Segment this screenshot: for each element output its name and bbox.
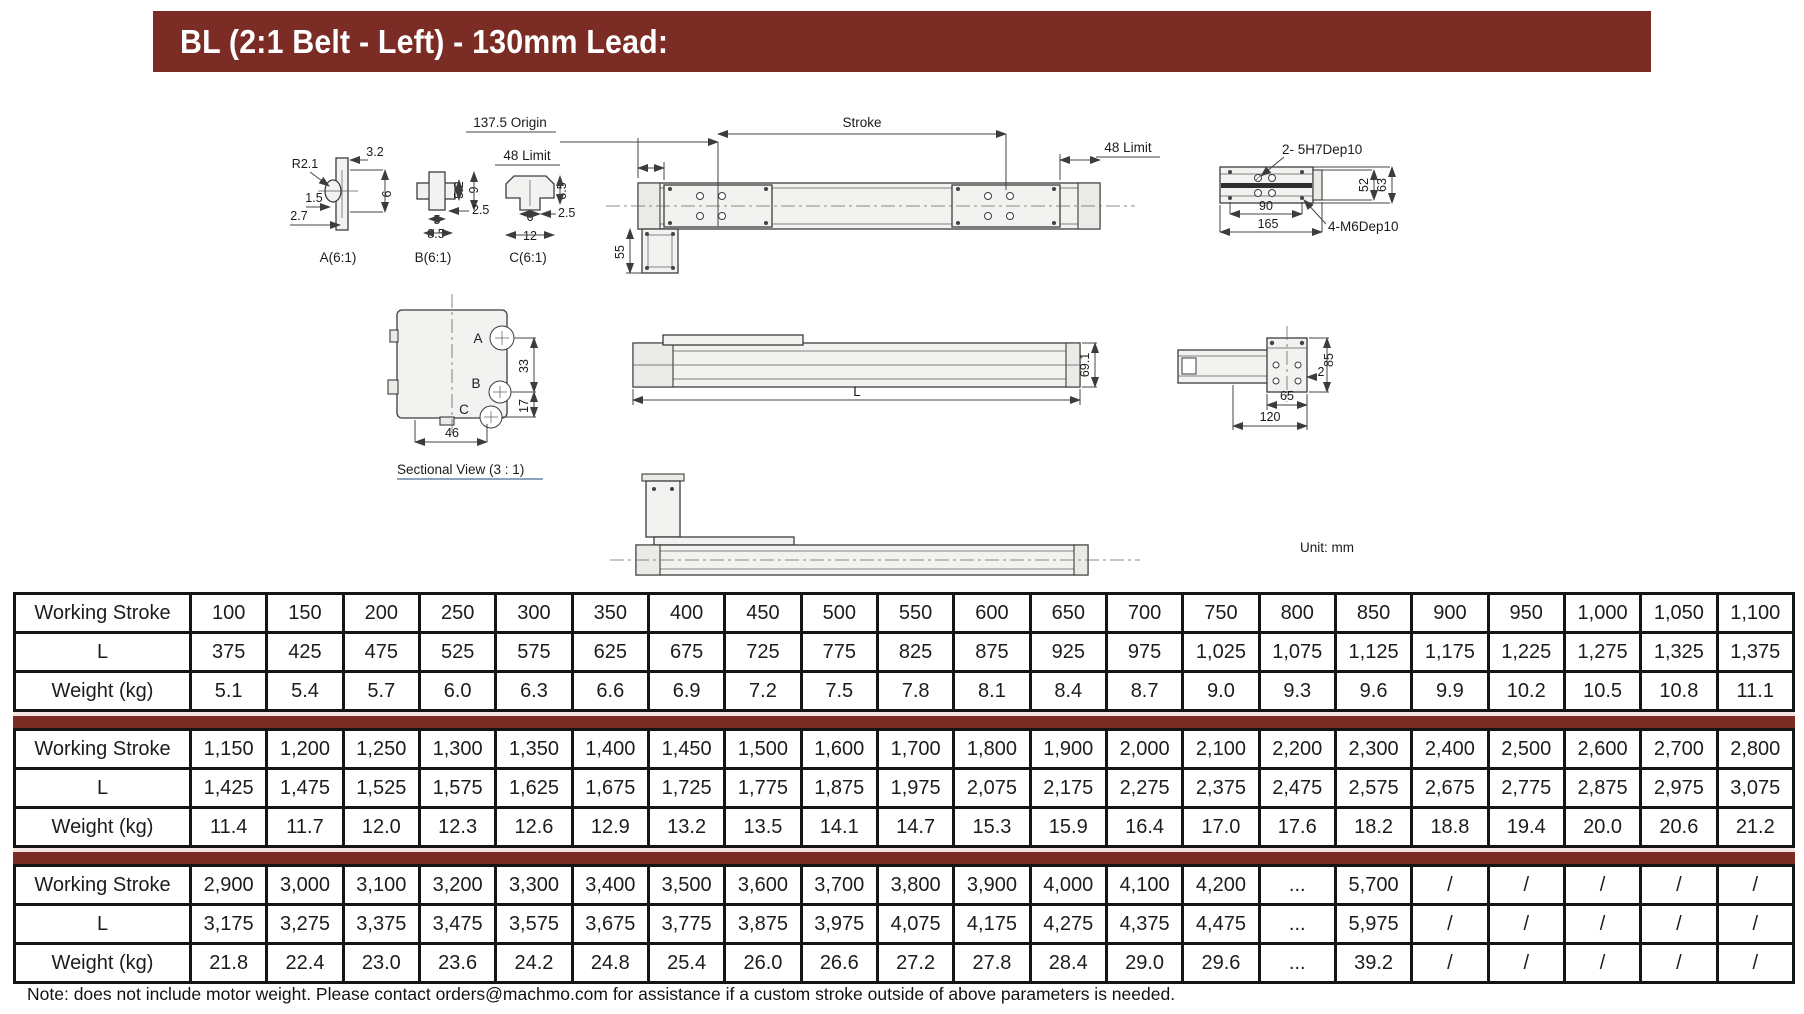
table-cell: 2,375 [1183,769,1259,808]
table-cell: 375 [191,633,267,672]
table-cell: 250 [419,594,495,633]
table-cell: 4,200 [1183,866,1259,905]
table-cell: / [1488,905,1564,944]
table-cell: 17.0 [1183,808,1259,847]
table-cell: 625 [572,633,648,672]
table-cell: 2,600 [1564,730,1640,769]
table-cell: 26.6 [801,944,877,983]
table-cell: 3,500 [648,866,724,905]
table-row-working_stroke [15,730,1794,769]
dim-b-9: 9 [467,186,481,194]
table-cell: / [1717,866,1793,905]
table-cell: 1,225 [1488,633,1564,672]
table-row-working_stroke [15,594,1794,633]
table-cell: 1,600 [801,730,877,769]
dim-52: 52 [1357,178,1371,192]
dim-c-12: 12 [523,229,537,243]
table-cell: 2,575 [1335,769,1411,808]
table-cell: 39.2 [1335,944,1411,983]
table-group-2 [13,728,1795,848]
table-cell: 1,350 [496,730,572,769]
table-cell: 2,400 [1412,730,1488,769]
table-cell: 575 [496,633,572,672]
table-cell: 3,400 [572,866,648,905]
table-cell: 1,975 [877,769,953,808]
table-cell: 10.5 [1564,672,1640,711]
page-title: BL (2:1 Belt - Left) - 130mm Lead: [180,22,669,60]
table-cell: 12.9 [572,808,648,847]
table-cell: 550 [877,594,953,633]
dim-c-2-5: 2.5 [558,206,576,220]
table-cell: 5,700 [1335,866,1411,905]
table-cell: 12.3 [419,808,495,847]
table-cell: 475 [343,633,419,672]
table-cell: 27.2 [877,944,953,983]
table-cell: 6.9 [648,672,724,711]
table-cell: 400 [648,594,724,633]
dowel-hole-note: 2- 5H7Dep10 [1282,142,1363,157]
table-group-divider [13,712,1795,728]
table-cell: / [1488,866,1564,905]
dim-a-3-2: 3.2 [366,145,384,159]
dim-b-5: 5 [433,213,441,227]
table-group-3 [13,864,1795,984]
dim-85: 85 [1322,353,1336,367]
table-cell: 3,975 [801,905,877,944]
table-cell: 2,500 [1488,730,1564,769]
bottom-view [610,474,1140,575]
table-cell: 3,675 [572,905,648,944]
dim-120: 120 [1259,410,1281,424]
section-callout-a: A [473,331,483,346]
detail-c-label: C(6:1) [509,250,547,265]
table-cell: 850 [1335,594,1411,633]
table-row-weight [15,672,1794,711]
row-header: L [15,769,191,808]
dim-65: 65 [1280,389,1294,403]
table-cell: / [1564,944,1640,983]
table-cell: 2,300 [1335,730,1411,769]
dim-b-2-5: 2.5 [472,203,490,217]
row-header: Working Stroke [15,866,191,905]
table-cell: 4,175 [954,905,1030,944]
table-cell: 2,900 [191,866,267,905]
table-cell: 2,475 [1259,769,1335,808]
table-cell: 450 [725,594,801,633]
table-cell: / [1412,944,1488,983]
detail-b-label: B(6:1) [414,250,452,265]
table-cell: 2,075 [954,769,1030,808]
table-group-1 [13,592,1795,712]
table-cell: 10.8 [1641,672,1717,711]
table-cell: 12.0 [343,808,419,847]
table-cell: 1,500 [725,730,801,769]
table-cell: ... [1259,905,1335,944]
section-callout-c: C [459,402,469,417]
footnote: Note: does not include motor weight. Please contact orders@machmo.com for assistance if a custom stroke outside of above parameters is needed. [27,984,1176,1004]
dim-c-6-5: 6.5 [555,182,569,200]
table-cell: 2,675 [1412,769,1488,808]
row-header: Working Stroke [15,730,191,769]
table-cell: 1,000 [1564,594,1640,633]
table-cell: 4,100 [1106,866,1182,905]
table-cell: 525 [419,633,495,672]
table-cell: 1,025 [1183,633,1259,672]
row-header: Weight (kg) [15,808,191,847]
carriage-view [1178,326,1336,430]
table-cell: 650 [1030,594,1106,633]
table-cell: 18.2 [1335,808,1411,847]
table-cell: 350 [572,594,648,633]
table-cell: 3,000 [267,866,343,905]
table-cell: 24.2 [496,944,572,983]
table-cell: 1,200 [267,730,343,769]
table-cell: 3,475 [419,905,495,944]
table-cell: 1,900 [1030,730,1106,769]
table-cell: 925 [1030,633,1106,672]
table-cell: 14.1 [801,808,877,847]
detail-view-b [415,172,490,265]
table-cell: 22.4 [267,944,343,983]
table-cell: 500 [801,594,877,633]
table-cell: 2,975 [1641,769,1717,808]
table-cell: 20.0 [1564,808,1640,847]
table-cell: 2,875 [1564,769,1640,808]
table-cell: 1,525 [343,769,419,808]
table-cell: 2,800 [1717,730,1793,769]
table-cell: ... [1259,944,1335,983]
table-cell: 2,700 [1641,730,1717,769]
technical-drawings [0,90,1804,582]
table-cell: 9.6 [1335,672,1411,711]
detail-view-a [290,145,394,265]
table-cell: 2,775 [1488,769,1564,808]
table-cell: / [1717,905,1793,944]
plan-view [466,115,1160,273]
table-cell: / [1717,944,1793,983]
table-cell: 1,875 [801,769,877,808]
table-cell: 5.1 [191,672,267,711]
table-cell: 3,175 [191,905,267,944]
table-cell: 900 [1412,594,1488,633]
sectional-view-label: Sectional View (3 : 1) [397,462,525,477]
table-cell: 16.4 [1106,808,1182,847]
table-cell: 6.6 [572,672,648,711]
stroke-table [13,592,1795,984]
table-cell: 100 [191,594,267,633]
table-cell: 3,775 [648,905,724,944]
table-cell: 2,100 [1183,730,1259,769]
sectional-view [388,294,543,479]
table-cell: 1,725 [648,769,724,808]
table-cell: 5.7 [343,672,419,711]
dim-63: 63 [1375,178,1389,192]
table-cell: 1,275 [1564,633,1640,672]
dim-a-6: 6 [380,190,394,198]
table-cell: 9.3 [1259,672,1335,711]
table-cell: 6.3 [496,672,572,711]
row-header: L [15,905,191,944]
table-cell: 27.8 [954,944,1030,983]
table-cell: 19.4 [1488,808,1564,847]
unit-note: Unit: mm [1300,540,1354,555]
table-cell: 4,475 [1183,905,1259,944]
section-callout-b: B [471,376,481,391]
table-cell: 1,175 [1412,633,1488,672]
table-cell: / [1564,905,1640,944]
table-cell: 2,200 [1259,730,1335,769]
table-cell: 5,975 [1335,905,1411,944]
table-cell: 20.6 [1641,808,1717,847]
table-cell: 3,200 [419,866,495,905]
detail-view-c [506,176,575,265]
table-cell: 12.6 [496,808,572,847]
table-cell: 11.7 [267,808,343,847]
dim-origin: 137.5 Origin [473,115,547,130]
table-cell: 2,000 [1106,730,1182,769]
table-cell: 13.5 [725,808,801,847]
dim-limit-left: 48 Limit [503,148,551,163]
table-row-l [15,633,1794,672]
table-cell: / [1641,944,1717,983]
table-cell: 8.4 [1030,672,1106,711]
dim-17: 17 [517,399,531,413]
dim-b-5-2: 5.2 [452,181,466,199]
row-header: L [15,633,191,672]
table-cell: 3,575 [496,905,572,944]
table-cell: 675 [648,633,724,672]
table-cell: 975 [1106,633,1182,672]
table-cell: 425 [267,633,343,672]
table-cell: 3,375 [343,905,419,944]
table-cell: 10.2 [1488,672,1564,711]
table-cell: 5.4 [267,672,343,711]
table-cell: 14.7 [877,808,953,847]
table-cell: 29.0 [1106,944,1182,983]
dim-length-l: L [853,384,861,399]
dim-c-6: 6 [526,210,534,224]
table-cell: 2,275 [1106,769,1182,808]
table-cell: 6.0 [419,672,495,711]
table-cell: 725 [725,633,801,672]
table-row-l [15,769,1794,808]
table-cell: 1,625 [496,769,572,808]
table-cell: 7.5 [801,672,877,711]
table-cell: / [1564,866,1640,905]
table-cell: 1,150 [191,730,267,769]
table-cell: 7.2 [725,672,801,711]
dim-limit-right: 48 Limit [1104,140,1152,155]
table-cell: 8.1 [954,672,1030,711]
table-cell: 4,000 [1030,866,1106,905]
table-cell: 3,800 [877,866,953,905]
table-cell: 13.2 [648,808,724,847]
table-cell: 9.0 [1183,672,1259,711]
table-cell: 1,700 [877,730,953,769]
table-cell: 1,075 [1259,633,1335,672]
table-cell: 3,100 [343,866,419,905]
table-cell: 4,275 [1030,905,1106,944]
table-cell: 23.6 [419,944,495,983]
table-cell: 1,450 [648,730,724,769]
table-cell: 300 [496,594,572,633]
table-cell: 29.6 [1183,944,1259,983]
table-cell: 28.4 [1030,944,1106,983]
table-cell: / [1641,866,1717,905]
table-cell: 1,300 [419,730,495,769]
table-cell: 1,800 [954,730,1030,769]
table-row-weight [15,944,1794,983]
table-cell: 8.7 [1106,672,1182,711]
table-cell: 700 [1106,594,1182,633]
row-header: Weight (kg) [15,944,191,983]
dim-a-2-7: 2.7 [290,209,308,223]
table-cell: 1,475 [267,769,343,808]
table-cell: 1,250 [343,730,419,769]
table-cell: 18.8 [1412,808,1488,847]
table-cell: 1,050 [1641,594,1717,633]
table-cell: 17.6 [1259,808,1335,847]
table-cell: 3,300 [496,866,572,905]
table-cell: 25.4 [648,944,724,983]
dim-33: 33 [517,359,531,373]
table-cell: 775 [801,633,877,672]
detail-a-label: A(6:1) [319,250,357,265]
side-view [633,335,1097,405]
table-cell: 950 [1488,594,1564,633]
table-cell: 2,175 [1030,769,1106,808]
tap-hole-note: 4-M6Dep10 [1328,219,1399,234]
dim-46: 46 [445,426,459,440]
table-cell: 150 [267,594,343,633]
table-cell: 1,375 [1717,633,1793,672]
table-cell: / [1412,866,1488,905]
dim-a-r21: R2.1 [291,157,319,171]
table-cell: ... [1259,866,1335,905]
row-header: Working Stroke [15,594,191,633]
dim-90: 90 [1259,199,1273,213]
end-view [1220,142,1399,234]
table-cell: 3,875 [725,905,801,944]
table-cell: 23.0 [343,944,419,983]
table-cell: 1,400 [572,730,648,769]
table-cell: 11.1 [1717,672,1793,711]
table-cell: 825 [877,633,953,672]
table-group-divider [13,848,1795,864]
table-cell: 24.8 [572,944,648,983]
table-cell: 800 [1259,594,1335,633]
table-cell: 3,275 [267,905,343,944]
table-cell: 3,700 [801,866,877,905]
table-cell: 11.4 [191,808,267,847]
table-row-l [15,905,1794,944]
table-cell: 750 [1183,594,1259,633]
table-cell: 3,600 [725,866,801,905]
table-cell: / [1412,905,1488,944]
row-header: Weight (kg) [15,672,191,711]
table-cell: 3,075 [1717,769,1793,808]
table-cell: 600 [954,594,1030,633]
table-cell: 15.3 [954,808,1030,847]
table-cell: / [1488,944,1564,983]
table-cell: 1,100 [1717,594,1793,633]
table-cell: 1,125 [1335,633,1411,672]
dim-55: 55 [613,245,627,259]
dim-a-1-5: 1.5 [305,191,323,205]
table-row-weight [15,808,1794,847]
table-row-working_stroke [15,866,1794,905]
table-cell: 26.0 [725,944,801,983]
dim-b-8-5: 8.5 [427,227,445,241]
table-cell: / [1641,905,1717,944]
table-cell: 4,375 [1106,905,1182,944]
table-cell: 21.8 [191,944,267,983]
table-cell: 9.9 [1412,672,1488,711]
table-cell: 21.2 [1717,808,1793,847]
table-cell: 1,675 [572,769,648,808]
page-title-banner [153,11,1651,72]
table-cell: 4,075 [877,905,953,944]
table-cell: 7.8 [877,672,953,711]
table-cell: 1,775 [725,769,801,808]
dim-stroke: Stroke [842,115,882,130]
table-cell: 1,575 [419,769,495,808]
table-cell: 1,425 [191,769,267,808]
table-cell: 875 [954,633,1030,672]
dim-69-1: 69.1 [1078,352,1092,378]
table-cell: 200 [343,594,419,633]
dim-165: 165 [1257,217,1279,231]
table-cell: 1,325 [1641,633,1717,672]
table-cell: 3,900 [954,866,1030,905]
table-cell: 15.9 [1030,808,1106,847]
dim-2: 2 [1317,365,1325,379]
